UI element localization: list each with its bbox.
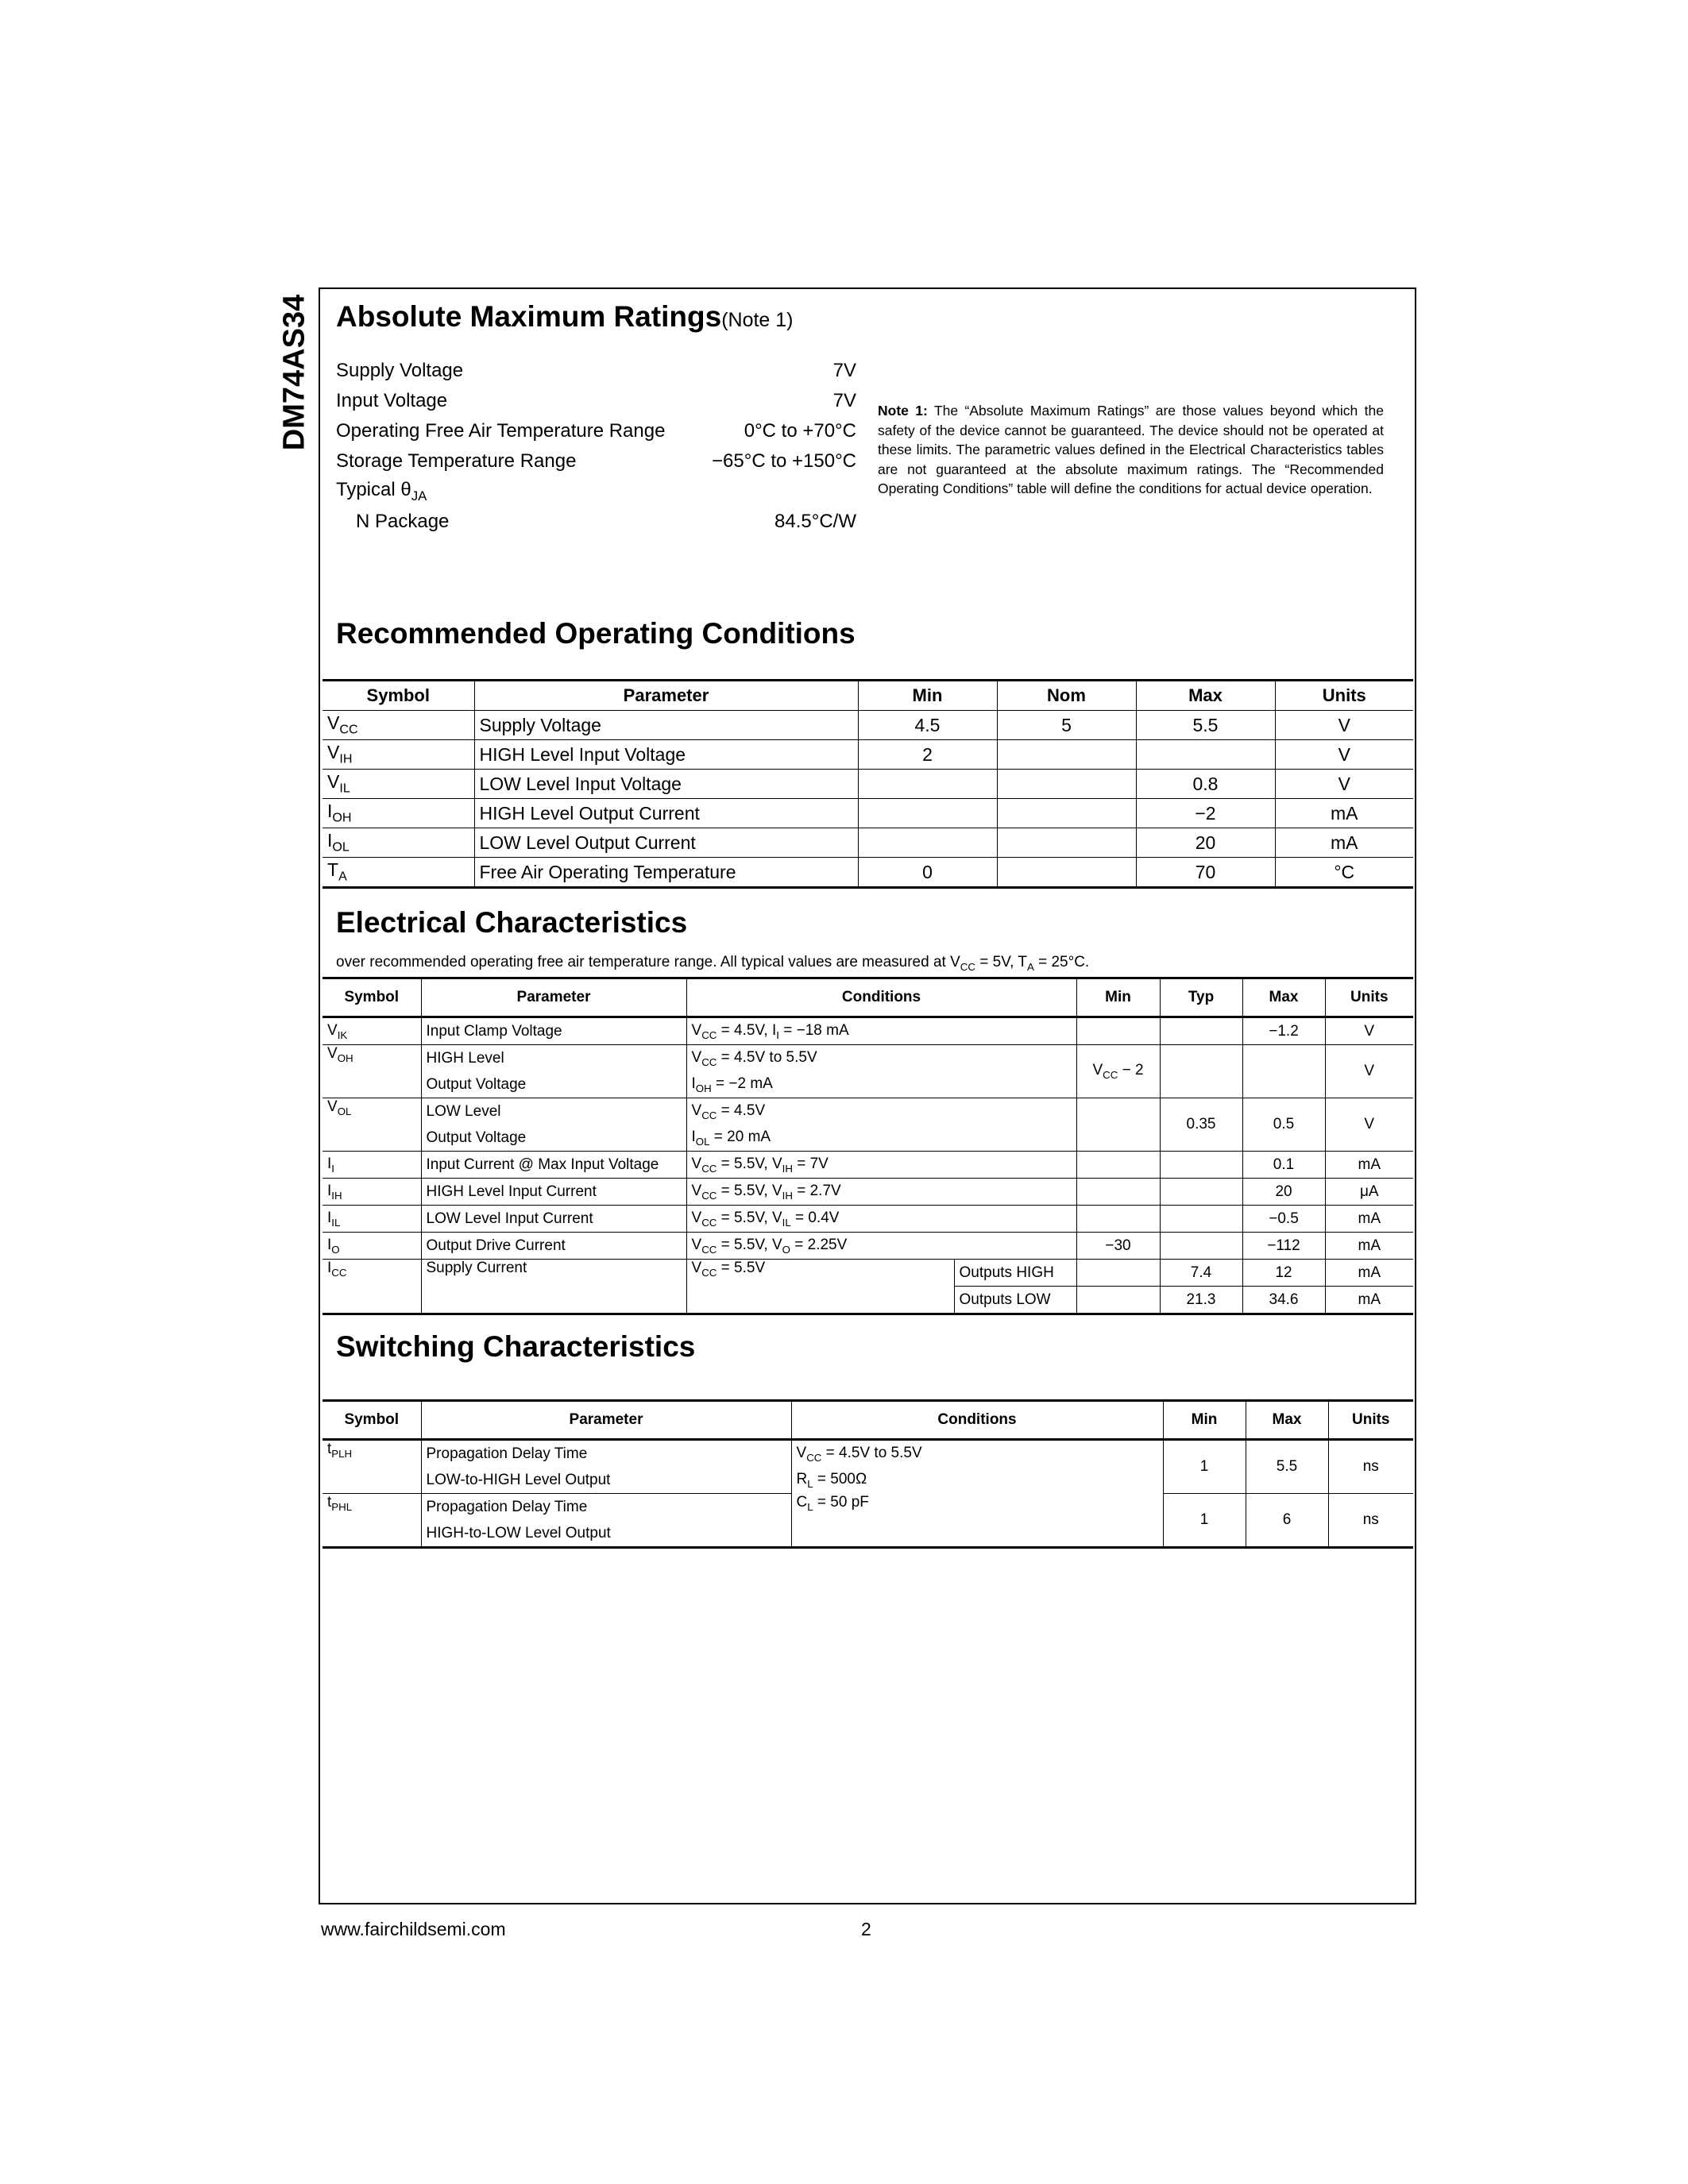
- table-row: $V_{CC}$ Supply Voltage 4.5 5 5.5 V: [323, 711, 1413, 740]
- table-row: $I_{CC}$ Supply Current $V_{CC} = 5.5V$ Outputs HIGH 7.4 12 mA: [323, 1260, 1413, 1287]
- table-row: $I_{IH}$ HIGH Level Input Current $V_{CC} = 5.5V$, $V_{IH} = 2.7V$ 20 μA: [323, 1179, 1413, 1206]
- table-row: $V_{IH}$ HIGH Level Input Voltage 2 V: [323, 740, 1413, 770]
- amr-note-ref: (Note 1): [721, 309, 794, 331]
- table-row: $T_A$ Free Air Operating Temperature 0 70 °C: [323, 858, 1413, 888]
- sc-table: [323, 1399, 1413, 1549]
- part-number-side-title: DM74AS34: [277, 294, 311, 451]
- table-row: $t_{PLH}$ Propagation Delay Time $V_{CC} = 4.5V$ to 5.5V 1 5.5 ns: [323, 1440, 1413, 1468]
- amr-note: Note 1: The “Absolute Maximum Ratings” are those values beyond which the safety of the device cannot be guaranteed. The device should not be operated at these limits. The parametric values defined in the Electrical Characteristics tables are not guaranteed at the absolute maximum ratings. The “Recommended Operating Conditions” table will define the conditions for actual device operation.: [878, 403, 1385, 496]
- table-row: $I_{OL}$ LOW Level Output Current 20 mA: [323, 828, 1413, 858]
- amr-table: [336, 356, 856, 537]
- table-row: $V_{IL}$ LOW Level Input Voltage 0.8 V: [323, 770, 1413, 799]
- page-number: 2: [861, 1919, 871, 1939]
- table-row: $t_{PHL}$ Propagation Delay Time $C_L = 50$ pF 1 6 ns: [323, 1494, 1413, 1521]
- amr-row: Typical $\theta_{JA}$: [336, 479, 427, 504]
- amr-row: Storage Temperature Range −65°C to +150°C: [336, 450, 856, 472]
- amr-heading: Absolute Maximum Ratings(Note 1): [336, 300, 794, 333]
- table-row: LOW-to-HIGH Level Output $R_L = 500\Omega$: [323, 1467, 1413, 1494]
- table-row: $I_O$ Output Drive Current $V_{CC} = 5.5V$, $V_O = 2.25V$ −30 −112 mA: [323, 1233, 1413, 1260]
- table-row: HIGH-to-LOW Level Output: [323, 1520, 1413, 1548]
- amr-row: Supply Voltage 7V: [336, 360, 856, 381]
- table-row: $I_I$ Input Current @ Max Input Voltage $V_{CC} = 5.5V$, $V_{IH} = 7V$ 0.1 mA: [323, 1152, 1413, 1179]
- table-row: Output Voltage $I_{OL} = 20$ mA: [323, 1125, 1413, 1152]
- table-row: $V_{OH}$ HIGH Level $V_{CC} = 4.5V$ to 5.5V $V_{CC} - 2$ V: [323, 1045, 1413, 1072]
- footer-url: www.fairchildsemi.com: [321, 1919, 506, 1939]
- table-row: Output Voltage $I_{OH} = -2$ mA: [323, 1071, 1413, 1098]
- table-row: Outputs LOW 21.3 34.6 mA: [323, 1287, 1413, 1314]
- ec-conditions-note: over recommended operating free air temperature range. All typical values are measured at $V_{CC} = 5V$, $T_A = 25^\circ C$.: [336, 954, 1090, 973]
- table-row: $I_{IL}$ LOW Level Input Current $V_{CC} = 5.5V$, $V_{IL} = 0.4V$ −0.5 mA: [323, 1206, 1413, 1233]
- table-row: $V_{IK}$ Input Clamp Voltage $V_{CC} = 4.5V$, $I_I = -18$ mA −1.2 V: [323, 1017, 1413, 1045]
- roc-heading: Recommended Operating Conditions: [336, 617, 856, 650]
- table-row: $V_{OL}$ LOW Level $V_{CC} = 4.5V$ 0.35 0.5 V: [323, 1098, 1413, 1125]
- sc-header-row: Symbol Parameter Conditions Min Max Units: [323, 1401, 1413, 1440]
- roc-table: [323, 679, 1413, 889]
- ec-table: [323, 977, 1413, 1315]
- ec-header-row: Symbol Parameter Conditions Min Typ Max Units: [323, 978, 1413, 1017]
- table-row: $I_{OH}$ HIGH Level Output Current −2 mA: [323, 799, 1413, 828]
- amr-row: Input Voltage 7V: [336, 390, 856, 411]
- amr-row: Operating Free Air Temperature Range 0°C to +70°C: [336, 420, 856, 442]
- amr-row: N Package 84.5°C/W: [356, 511, 856, 532]
- sc-heading: Switching Characteristics: [336, 1330, 696, 1363]
- ec-heading: Electrical Characteristics: [336, 906, 688, 939]
- roc-header-row: Symbol Parameter Min Nom Max Units: [323, 681, 1413, 711]
